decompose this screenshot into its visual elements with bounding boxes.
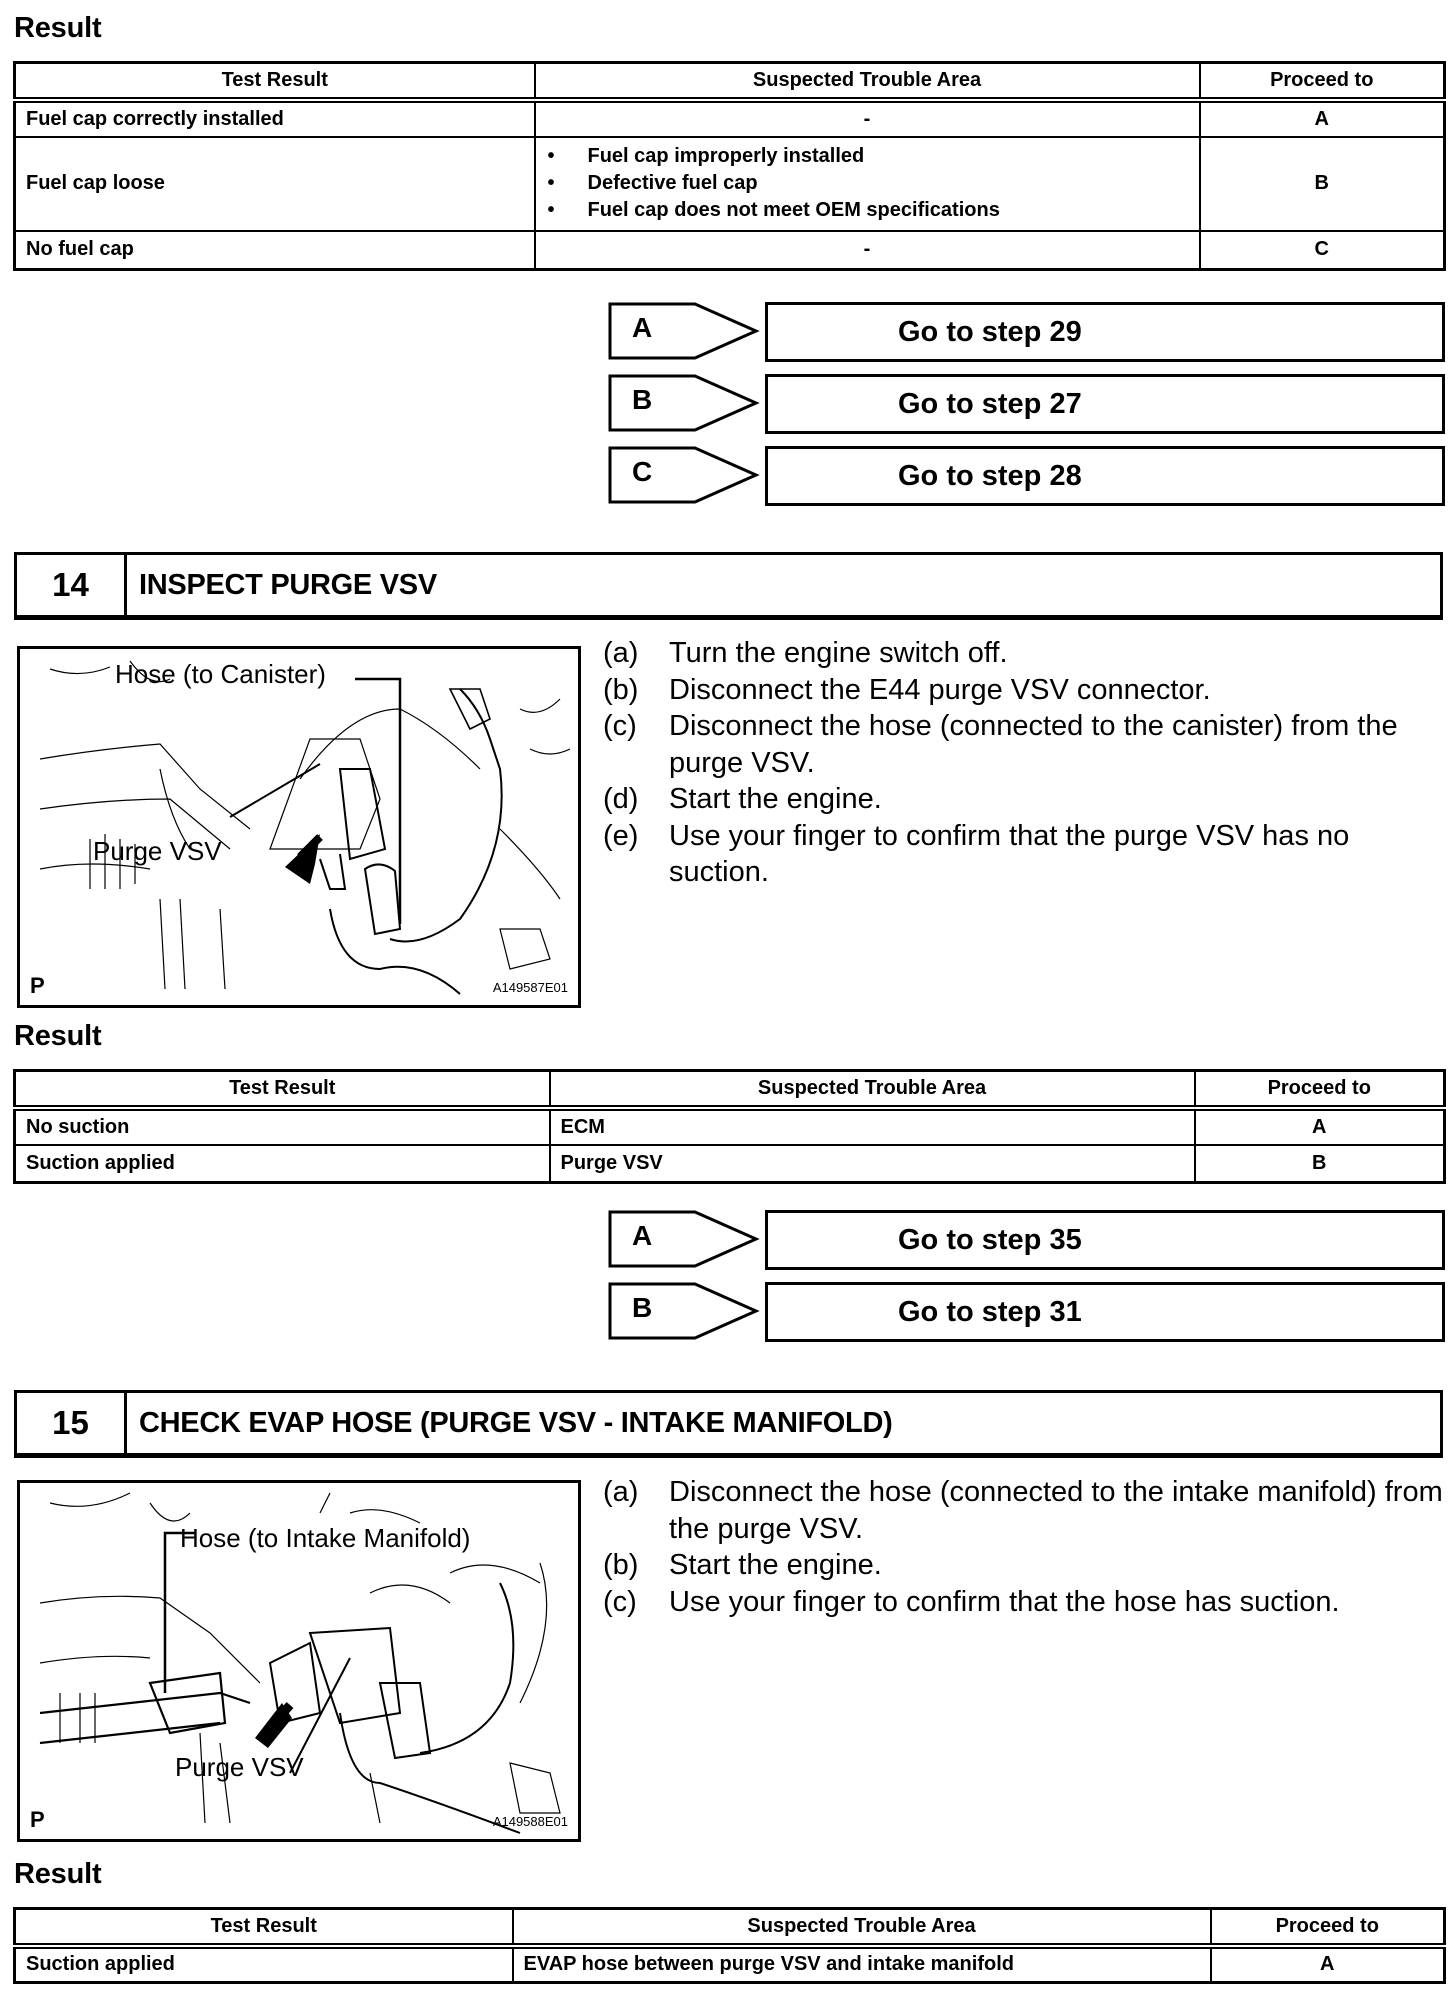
callout-purge-vsv: Purge VSV bbox=[93, 836, 222, 866]
cell-test-result: Fuel cap correctly installed bbox=[15, 100, 535, 137]
instruction-mark: (e) bbox=[603, 819, 639, 852]
instruction-text: Use your finger to confirm that the hose has suction. bbox=[669, 1585, 1340, 1618]
nav-option-a[interactable] bbox=[608, 1210, 1448, 1270]
instruction-text: Use your finger to confirm that the purge VSV has no suction. bbox=[669, 819, 1350, 888]
nav-option-b[interactable] bbox=[608, 374, 1448, 434]
cell-proceed: A bbox=[1200, 100, 1445, 137]
table-row bbox=[15, 100, 1445, 137]
go-to-step-label: Go to step 31 bbox=[898, 1296, 1082, 1328]
instruction-item bbox=[603, 635, 1443, 672]
table-header-row bbox=[15, 1071, 1445, 1108]
go-to-step-label: Go to step 35 bbox=[898, 1224, 1082, 1256]
table-row bbox=[15, 137, 1445, 231]
go-to-step-link[interactable] bbox=[765, 374, 1445, 434]
cell-proceed: A bbox=[1195, 1108, 1445, 1145]
result-heading: Result bbox=[14, 12, 102, 44]
cell-trouble-area: - bbox=[535, 231, 1200, 270]
go-to-step-link[interactable] bbox=[765, 1282, 1445, 1342]
go-to-step-label: Go to step 28 bbox=[898, 460, 1082, 492]
option-tag-arrow bbox=[608, 374, 758, 432]
instruction-mark: (d) bbox=[603, 783, 639, 815]
option-tag-label: B bbox=[632, 1292, 653, 1323]
table-row bbox=[15, 1108, 1445, 1145]
go-to-step-label: Go to step 27 bbox=[898, 388, 1082, 420]
cell-proceed: B bbox=[1200, 137, 1445, 231]
instruction-mark: (a) bbox=[603, 637, 639, 669]
step-15-instructions bbox=[603, 1474, 1443, 1620]
instruction-text: Turn the engine switch off. bbox=[669, 637, 1008, 669]
cell-proceed: A bbox=[1211, 1946, 1445, 1983]
option-tag-arrow bbox=[608, 446, 758, 504]
instruction-item bbox=[603, 781, 1443, 818]
engine-illustration bbox=[20, 649, 581, 1008]
option-tag-label: C bbox=[632, 456, 653, 487]
cell-proceed: C bbox=[1200, 231, 1445, 270]
step-15-header bbox=[14, 1390, 1443, 1458]
instruction-text: Disconnect the hose (connected to the intake manifold) from the purge VSV. bbox=[669, 1476, 1443, 1545]
column-header-proceed-to: Proceed to bbox=[1195, 1071, 1445, 1108]
column-header-proceed-to: Proceed to bbox=[1211, 1909, 1445, 1946]
cell-trouble-area: - bbox=[535, 100, 1200, 137]
column-header-trouble-area: Suspected Trouble Area bbox=[513, 1909, 1211, 1946]
go-to-step-link[interactable] bbox=[765, 1210, 1445, 1270]
instruction-mark: (c) bbox=[603, 1585, 637, 1618]
figure-corner-mark: P bbox=[30, 973, 45, 998]
table-row bbox=[15, 231, 1445, 270]
column-header-test-result: Test Result bbox=[15, 1071, 550, 1108]
table-row bbox=[15, 1145, 1445, 1183]
column-header-test-result: Test Result bbox=[15, 63, 535, 100]
go-to-step-link[interactable] bbox=[765, 302, 1445, 362]
cell-trouble-area: Purge VSV bbox=[550, 1145, 1195, 1183]
callout-purge-vsv: Purge VSV bbox=[175, 1752, 304, 1782]
list-item: • Fuel cap does not meet OEM specifications bbox=[546, 197, 1189, 224]
cell-trouble-area: EVAP hose between purge VSV and intake manifold bbox=[513, 1946, 1211, 1983]
cell-trouble-area bbox=[535, 137, 1200, 231]
instruction-item bbox=[603, 1547, 1443, 1584]
cell-test-result: Suction applied bbox=[15, 1145, 550, 1183]
cell-test-result: Fuel cap loose bbox=[15, 137, 535, 231]
option-tag-arrow bbox=[608, 1282, 758, 1340]
instruction-item bbox=[603, 708, 1443, 781]
cell-test-result: No suction bbox=[15, 1108, 550, 1145]
cell-test-result: No fuel cap bbox=[15, 231, 535, 270]
instruction-mark: (b) bbox=[603, 673, 639, 706]
instruction-text: Disconnect the E44 purge VSV connector. bbox=[669, 673, 1211, 706]
result-table bbox=[13, 1907, 1446, 1984]
figure-code: A149588E01 bbox=[492, 1814, 568, 1829]
option-tag-arrow bbox=[608, 302, 758, 360]
instruction-item bbox=[603, 672, 1443, 709]
instruction-mark: (c) bbox=[603, 710, 637, 742]
result-table bbox=[13, 1069, 1446, 1184]
step-number: 15 bbox=[17, 1393, 127, 1453]
cell-test-result: Suction applied bbox=[15, 1946, 513, 1983]
figure-code: A149587E01 bbox=[492, 980, 568, 995]
step-number: 14 bbox=[17, 555, 127, 615]
nav-option-c[interactable] bbox=[608, 446, 1448, 506]
figure-purge-vsv bbox=[17, 646, 581, 1008]
instruction-item bbox=[603, 818, 1443, 891]
instruction-text: Start the engine. bbox=[669, 783, 882, 815]
list-item: • Defective fuel cap bbox=[546, 170, 1189, 197]
column-header-trouble-area: Suspected Trouble Area bbox=[535, 63, 1200, 100]
option-tag-arrow bbox=[608, 1210, 758, 1268]
cell-proceed: B bbox=[1195, 1145, 1445, 1183]
go-to-step-link[interactable] bbox=[765, 446, 1445, 506]
instruction-mark: (a) bbox=[603, 1476, 639, 1508]
instruction-text: Disconnect the hose (connected to the canister) from the purge VSV. bbox=[669, 710, 1398, 779]
callout-hose-to-intake-manifold: Hose (to Intake Manifold) bbox=[180, 1523, 471, 1553]
column-header-proceed-to: Proceed to bbox=[1200, 63, 1445, 100]
trouble-area-list bbox=[546, 143, 1189, 224]
instruction-mark: (b) bbox=[603, 1549, 639, 1581]
table-row bbox=[15, 1946, 1445, 1983]
nav-option-a[interactable] bbox=[608, 302, 1448, 362]
cell-trouble-area: ECM bbox=[550, 1108, 1195, 1145]
column-header-test-result: Test Result bbox=[15, 1909, 513, 1946]
figure-evap-hose bbox=[17, 1480, 581, 1842]
result-heading: Result bbox=[14, 1020, 102, 1052]
nav-option-b[interactable] bbox=[608, 1282, 1448, 1342]
step-14-instructions bbox=[603, 635, 1443, 891]
option-tag-label: A bbox=[632, 312, 653, 343]
list-item: • Fuel cap improperly installed bbox=[546, 143, 1189, 170]
result-table bbox=[13, 61, 1446, 271]
step-title: INSPECT PURGE VSV bbox=[139, 569, 437, 601]
instruction-item bbox=[603, 1584, 1443, 1621]
callout-hose-to-canister: Hose (to Canister) bbox=[115, 659, 326, 689]
option-tag-label: B bbox=[632, 384, 653, 415]
instruction-item bbox=[603, 1474, 1443, 1547]
option-tag-label: A bbox=[632, 1220, 653, 1251]
result-heading: Result bbox=[14, 1858, 102, 1890]
figure-corner-mark: P bbox=[30, 1807, 45, 1832]
go-to-step-label: Go to step 29 bbox=[898, 316, 1082, 348]
instruction-text: Start the engine. bbox=[669, 1549, 882, 1581]
table-header-row bbox=[15, 63, 1445, 100]
step-title: CHECK EVAP HOSE (PURGE VSV - INTAKE MANIFOLD) bbox=[139, 1407, 893, 1439]
table-header-row bbox=[15, 1909, 1445, 1946]
step-14-header bbox=[14, 552, 1443, 620]
column-header-trouble-area: Suspected Trouble Area bbox=[550, 1071, 1195, 1108]
